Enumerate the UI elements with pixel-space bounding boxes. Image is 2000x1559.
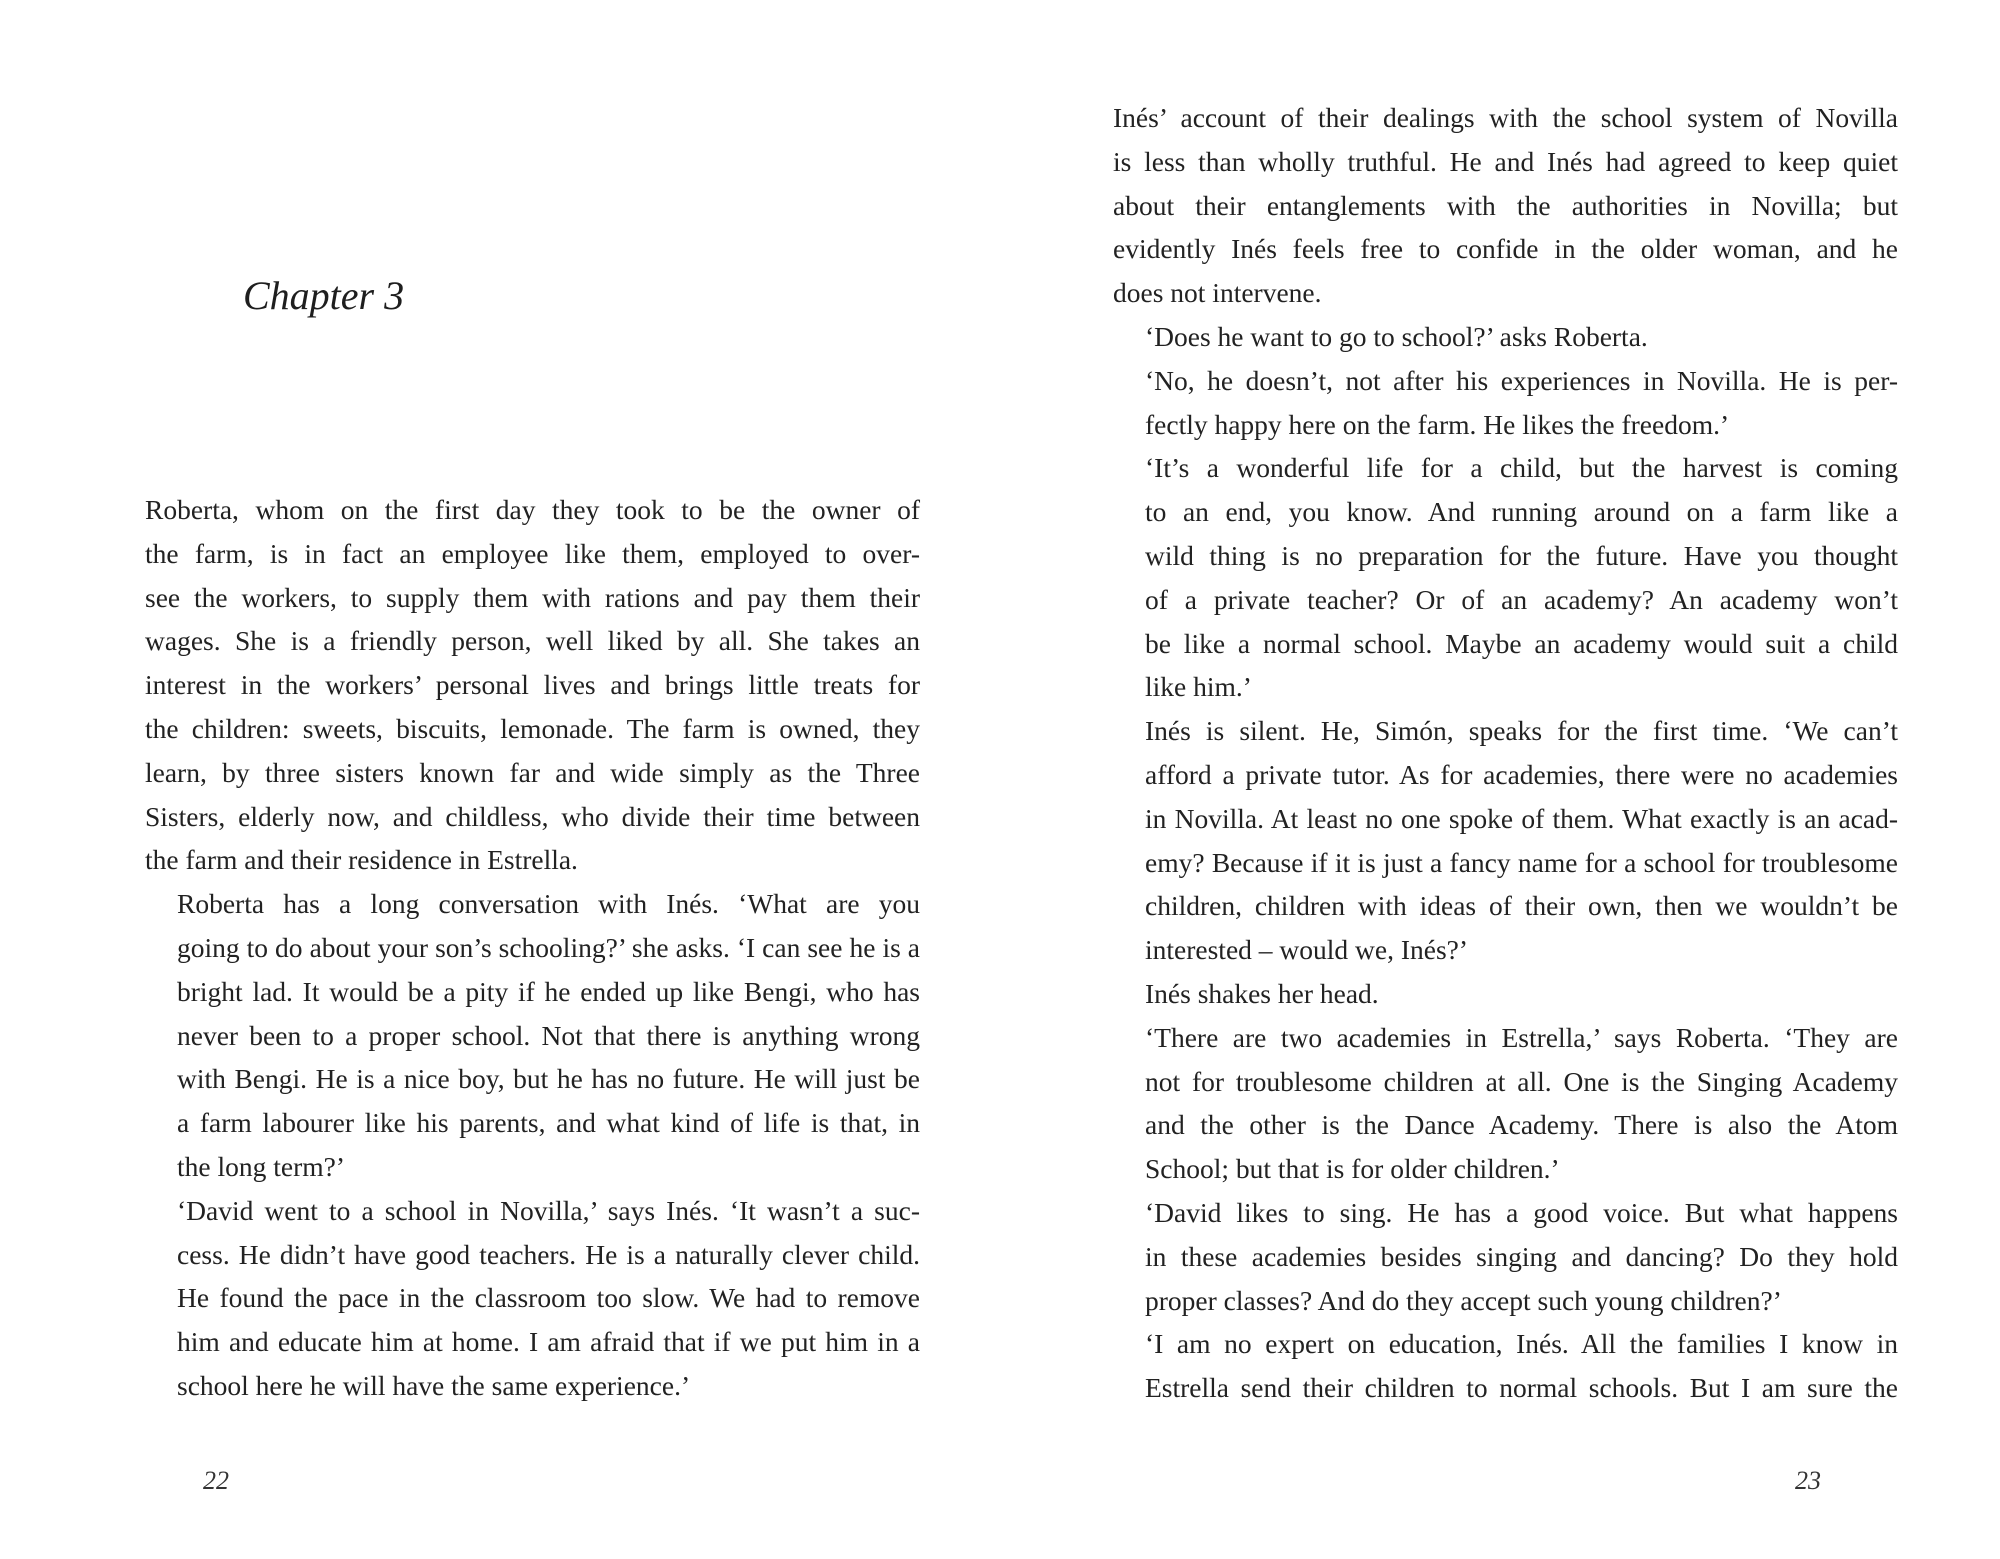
text-line: like him.’ (1145, 671, 1252, 703)
text-line: him and educate him at home. I am afraid that if we put him in a (177, 1326, 920, 1358)
text-line: ‘Does he want to go to school?’ asks Roberta. (1145, 320, 1648, 352)
text-line: wild thing is no preparation for the future. Have you thought (1145, 539, 1898, 571)
text-line: evidently Inés feels free to confide in the older woman, and he (1113, 233, 1898, 265)
chapter-title: Chapter 3 (243, 273, 405, 318)
paragraph (145, 1189, 920, 1408)
paragraph (145, 488, 920, 882)
text-line: see the workers, to supply them with rations and pay them their (145, 581, 920, 613)
text-line: ‘There are two academies in Estrella,’ says Roberta. ‘They are (1145, 1021, 1898, 1053)
text-line: Sisters, elderly now, and childless, who divide their time between (145, 800, 920, 832)
text-line: be like a normal school. Maybe an academy would suit a child (1145, 627, 1898, 659)
page-number-right: 23 (1795, 1466, 1821, 1495)
text-line: of a private teacher? Or of an academy? An academy won’t (1145, 583, 1898, 615)
text-line: proper classes? And do they accept such young children?’ (1145, 1284, 1782, 1316)
text-line: in these academies besides singing and dancing? Do they hold (1145, 1240, 1898, 1272)
text-line: Roberta, whom on the first day they took to be the owner of (145, 494, 920, 525)
paragraph (1113, 96, 1898, 315)
text-line: going to do about your son’s schooling?’ she asks. ‘I can see he is a (177, 931, 920, 963)
right-page (1000, 0, 2000, 1559)
paragraph (1113, 1191, 1898, 1322)
paragraph (1113, 1016, 1898, 1191)
text-line: children, children with ideas of their own, then we wouldn’t be (1145, 890, 1898, 922)
text-line: Inés’ account of their dealings with the school system of Novilla (1113, 102, 1898, 133)
paragraph (1113, 446, 1898, 709)
paragraph (1113, 709, 1898, 972)
text-line: is less than wholly truthful. He and Inés had agreed to keep quiet (1113, 145, 1898, 177)
text-line: never been to a proper school. Not that there is anything wrong (177, 1019, 920, 1051)
text-line: ‘David went to a school in Novilla,’ says Inés. ‘It wasn’t a suc- (177, 1194, 920, 1226)
text-line: interest in the workers’ personal lives and brings little treats for (145, 669, 920, 701)
text-line: ‘I am no expert on education, Inés. All the families I know in (1145, 1328, 1898, 1360)
paragraph (1113, 972, 1898, 1016)
text-line: and the other is the Dance Academy. There is also the Atom (1145, 1109, 1898, 1141)
text-line: interested – would we, Inés?’ (1145, 934, 1469, 966)
text-line: bright lad. It would be a pity if he ended up like Bengi, who has (177, 975, 920, 1007)
text-line: to an end, you know. And running around on a farm like a (1145, 496, 1898, 528)
right-page-text (1113, 96, 1898, 1410)
paragraph (1113, 315, 1898, 359)
text-line: the farm and their residence in Estrella. (145, 844, 578, 876)
text-line: wages. She is a friendly person, well liked by all. She takes an (145, 625, 920, 657)
text-line: in Novilla. At least no one spoke of them. What exactly is an acad- (1145, 802, 1898, 834)
text-line: cess. He didn’t have good teachers. He is a naturally clever child. (177, 1238, 920, 1270)
text-line: with Bengi. He is a nice boy, but he has no future. He will just be (177, 1063, 920, 1095)
text-line: the farm, is in fact an employee like them, employed to over- (145, 537, 920, 569)
paragraph (1113, 1322, 1898, 1410)
paragraph (145, 882, 920, 1189)
text-line: school here he will have the same experience.’ (177, 1369, 691, 1401)
text-line: fectly happy here on the farm. He likes the freedom.’ (1145, 408, 1730, 440)
text-line: ‘No, he doesn’t, not after his experiences in Novilla. He is per- (1145, 364, 1898, 396)
text-line: the long term?’ (177, 1150, 345, 1182)
text-line: ‘It’s a wonderful life for a child, but the harvest is coming (1145, 452, 1898, 484)
left-page-text (145, 488, 920, 1408)
text-line: a farm labourer like his parents, and what kind of life is that, in (177, 1107, 920, 1139)
text-line: the children: sweets, biscuits, lemonade. The farm is owned, they (145, 712, 920, 744)
text-line: Inés shakes her head. (1145, 977, 1379, 1009)
text-line: emy? Because if it is just a fancy name for a school for troublesome (1145, 846, 1898, 878)
paragraph (1113, 359, 1898, 447)
text-line: He found the pace in the classroom too slow. We had to remove (177, 1282, 920, 1314)
page-number-left: 22 (203, 1466, 229, 1495)
text-line: learn, by three sisters known far and wide simply as the Three (145, 756, 920, 788)
text-line: ‘David likes to sing. He has a good voice. But what happens (1145, 1196, 1898, 1228)
text-line: Roberta has a long conversation with Inés. ‘What are you (177, 888, 920, 920)
text-line: afford a private tutor. As for academies, there were no academies (1145, 758, 1898, 790)
text-line: about their entanglements with the authorities in Novilla; but (1113, 189, 1898, 221)
text-line: Estrella send their children to normal schools. But I am sure the (1145, 1372, 1898, 1404)
text-line: does not intervene. (1113, 277, 1322, 309)
text-line: Inés is silent. He, Simón, speaks for the first time. ‘We can’t (1145, 715, 1898, 747)
text-line: School; but that is for older children.’ (1145, 1153, 1560, 1185)
text-line: not for troublesome children at all. One is the Singing Academy (1145, 1065, 1898, 1097)
